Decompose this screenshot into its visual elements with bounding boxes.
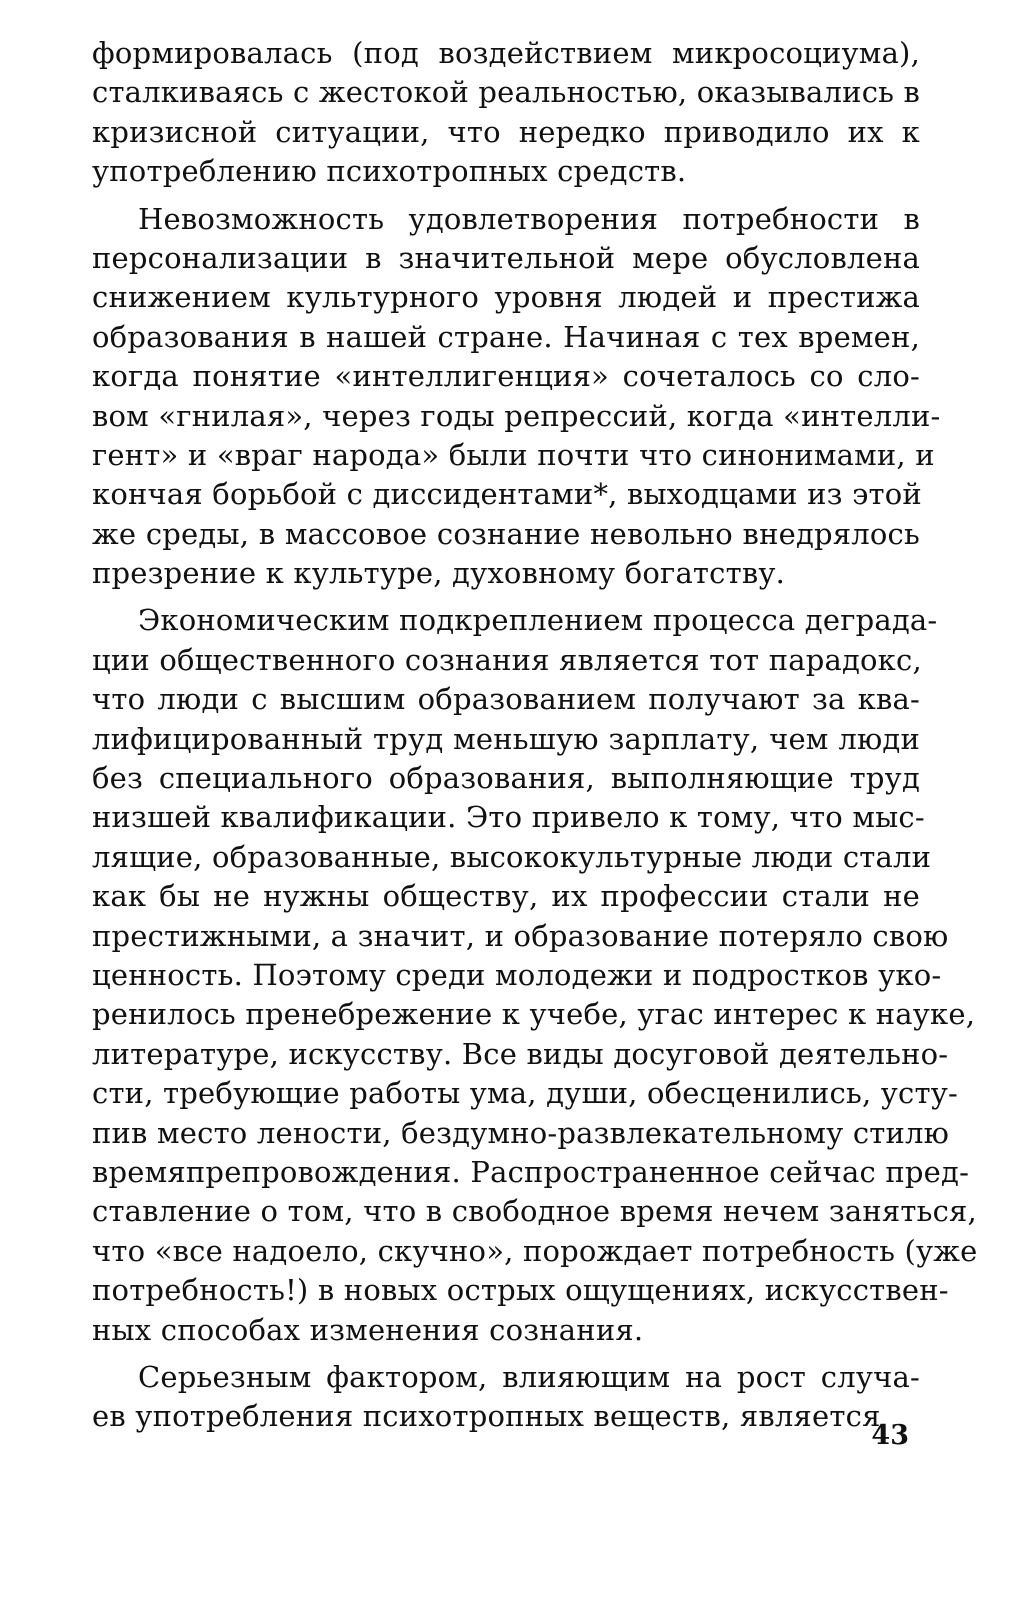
- text-line: гент» и «враг народа» были почти что синонимами, и: [92, 437, 935, 472]
- text-line: кончая борьбой с диссидентами*, выходцами из этой: [92, 477, 922, 512]
- text-line: ных способах изменения сознания.: [92, 1312, 644, 1347]
- text-line: лящие, образованные, высококультурные люди стали: [92, 839, 932, 874]
- text-line: лифицированный труд меньшую зарплату, чем люди: [92, 721, 920, 756]
- text-line: что люди с высшим образованием получают за ква-: [92, 682, 920, 717]
- text-line: употреблению психотропных средств.: [92, 154, 687, 189]
- text-line: ев употребления психотропных веществ, является: [92, 1399, 881, 1434]
- text-line: Экономическим подкреплением процесса деграда-: [138, 603, 938, 638]
- page-number: 43: [871, 1420, 909, 1451]
- text-line: как бы не нужны обществу, их профессии стали не: [92, 879, 920, 914]
- text-line: без специального образования, выполняющие труд: [92, 761, 920, 796]
- text-line: потребность!) в новых острых ощущениях, искусствен-: [92, 1273, 949, 1308]
- text-line: сталкиваясь с жестокой реальностью, оказывались в: [92, 75, 921, 110]
- paragraph: [92, 1358, 920, 1437]
- paragraph: [92, 200, 941, 594]
- paragraph: [92, 34, 920, 192]
- text-line: пив место лености, бездумно-развлекательному стилю: [92, 1115, 950, 1150]
- text-line: формировалась (под воздействием микросоциума),: [92, 36, 920, 70]
- text-line: кризисной ситуации, что нередко приводило их к: [92, 114, 920, 149]
- text-line: времяпрепровождения. Распространенное сейчас пред-: [92, 1154, 970, 1189]
- body-text: [92, 34, 978, 1437]
- text-line: снижением культурного уровня людей и престижа: [92, 280, 920, 315]
- text-line: образования в нашей стране. Начиная с тех времен,: [92, 319, 920, 354]
- text-line: Невозможность удовлетворения потребности в: [138, 201, 920, 236]
- text-line: когда понятие «интеллигенция» сочеталось со сло-: [92, 359, 920, 394]
- text-line: литературе, искусству. Все виды досуговой деятельно-: [92, 1036, 949, 1071]
- text-line: ренилось пренебрежение к учебе, угас интерес к науке,: [92, 997, 976, 1032]
- paragraph-spacer: [92, 192, 920, 200]
- text-line: ценность. Поэтому среди молодежи и подростков уко-: [92, 957, 942, 992]
- text-line: вом «гнилая», через годы репрессий, когда «интелли-: [92, 398, 941, 433]
- text-line: престижными, а значит, и образование потеряло свою: [92, 918, 949, 953]
- text-line: Серьезным фактором, влияющим на рост случа-: [138, 1359, 920, 1394]
- text-line: сти, требующие работы ума, души, обесценились, усту-: [92, 1076, 958, 1111]
- text-line: персонализации в значительной мере обусловлена: [92, 240, 920, 275]
- paragraph: [92, 601, 978, 1349]
- text-line: презрение к культуре, духовному богатству.: [92, 556, 786, 591]
- text-line: ставление о том, что в свободное время нечем заняться,: [92, 1194, 977, 1229]
- paragraph-spacer: [92, 593, 920, 601]
- text-line: же среды, в массовое сознание невольно внедрялось: [92, 516, 920, 551]
- text-line: ции общественного сознания является тот парадокс,: [92, 642, 922, 677]
- paragraph-spacer: [92, 1350, 920, 1358]
- text-line: низшей квалификации. Это привело к тому, что мыс-: [92, 800, 925, 835]
- text-line: что «все надоело, скучно», порождает потребность (уже: [92, 1233, 978, 1268]
